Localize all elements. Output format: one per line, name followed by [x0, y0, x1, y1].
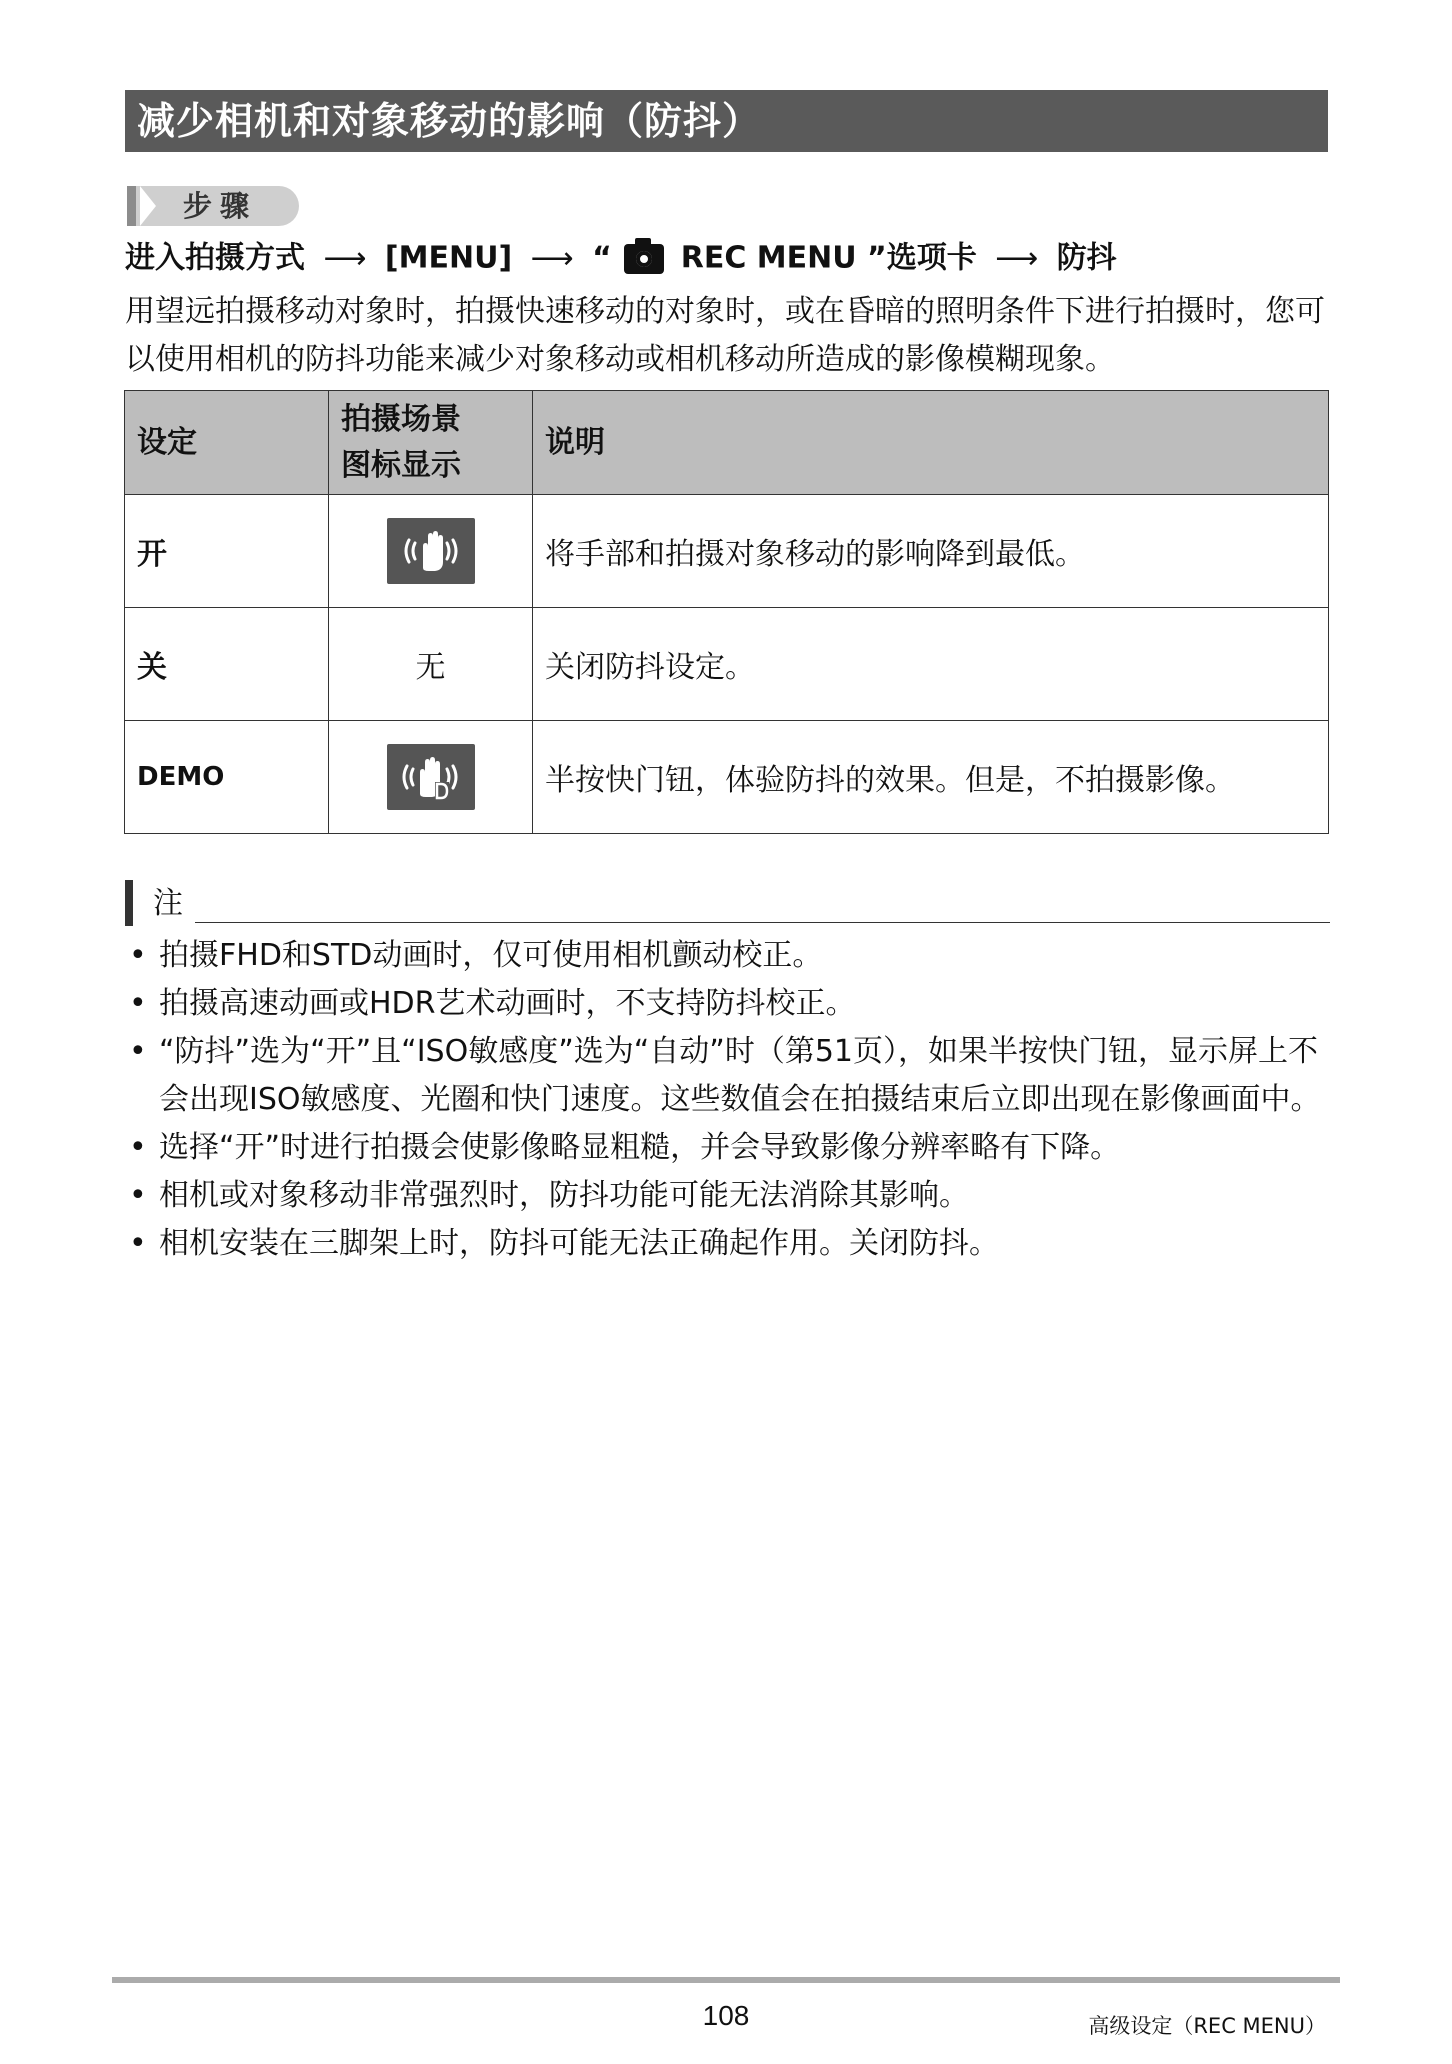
path-tab: ”选项卡 — [867, 240, 977, 276]
icon-cell — [329, 721, 533, 834]
steps-badge — [127, 186, 299, 226]
icon-cell — [329, 495, 533, 608]
setting-off: 关 — [125, 608, 329, 721]
list-item: • “防抖”选为“开”且“ISO敏感度”选为“自动”时（第51页），如果半按快门钮，显示屏上不会出现ISO敏感度、光圈和快门速度。这些数值会在拍摄结束后立即出现在影像画面中。 — [125, 1028, 1330, 1124]
camera-icon — [624, 244, 664, 274]
page-number: 108 — [702, 2000, 750, 2031]
header-setting: 设定 — [125, 391, 329, 495]
intro-paragraph: 用望远拍摄移动对象时，拍摄快速移动的对象时，或在昏暗的照明条件下进行拍摄时，您可以使用相机的防抖功能来减少对象移动或相机移动所造成的影像模糊现象。 — [125, 294, 1325, 377]
description-off: 关闭防抖设定。 — [533, 608, 1329, 721]
note-section — [125, 880, 1330, 1268]
table-row — [125, 721, 1329, 834]
path-menu: [MENU] — [384, 240, 513, 276]
operation-path — [125, 236, 1117, 280]
section-label: 高级设定（REC MENU） — [1088, 2014, 1326, 2038]
header-icon — [329, 391, 533, 495]
path-target: 防抖 — [1056, 240, 1117, 276]
setting-demo: DEMO — [125, 721, 329, 834]
list-item: • 选择“开”时进行拍摄会使影像略显粗糙，并会导致影像分辨率略有下降。 — [125, 1124, 1330, 1172]
stabilizer-hand-icon — [387, 518, 475, 584]
path-entry: 进入拍摄方式 — [125, 240, 305, 276]
badge-stripe — [127, 186, 136, 226]
arrow-icon: ⟶ — [323, 240, 367, 276]
table-row — [125, 608, 1329, 721]
arrow-icon: ⟶ — [995, 240, 1039, 276]
note-header — [125, 880, 1330, 926]
path-quote-open: “ — [592, 240, 612, 276]
stabilizer-demo-icon — [387, 744, 475, 810]
list-item: • 拍摄高速动画或HDR艺术动画时，不支持防抖校正。 — [125, 980, 1330, 1028]
header-icon-line2: 图标显示 — [341, 447, 461, 483]
note-title: 注 — [153, 886, 183, 921]
table-row — [125, 495, 1329, 608]
page-title: 减少相机和对象移动的影响（防抖） — [125, 90, 1328, 152]
list-item: • 相机安装在三脚架上时，防抖可能无法正确起作用。关闭防抖。 — [125, 1220, 1330, 1268]
header-description: 说明 — [533, 391, 1329, 495]
note-list — [125, 932, 1330, 1268]
table-header-row — [125, 391, 1329, 495]
description-demo: 半按快门钮，体验防抖的效果。但是，不拍摄影像。 — [533, 721, 1329, 834]
header-icon-line1: 拍摄场景 — [341, 401, 461, 437]
description-on: 将手部和拍摄对象移动的影响降到最低。 — [533, 495, 1329, 608]
setting-on: 开 — [125, 495, 329, 608]
path-rec-menu: REC MENU — [680, 240, 857, 276]
note-bar — [125, 880, 133, 926]
arrow-icon: ⟶ — [530, 240, 574, 276]
footer-divider — [112, 1977, 1340, 1983]
badge-notch — [140, 186, 156, 226]
icon-none-text: 无 — [329, 608, 533, 721]
steps-label: 步骤 — [183, 189, 258, 223]
settings-table — [124, 390, 1329, 834]
list-item: • 相机或对象移动非常强烈时，防抖功能可能无法消除其影响。 — [125, 1172, 1330, 1220]
list-item: • 拍摄FHD和STD动画时，仅可使用相机颤动校正。 — [125, 932, 1330, 980]
note-divider — [195, 922, 1330, 923]
